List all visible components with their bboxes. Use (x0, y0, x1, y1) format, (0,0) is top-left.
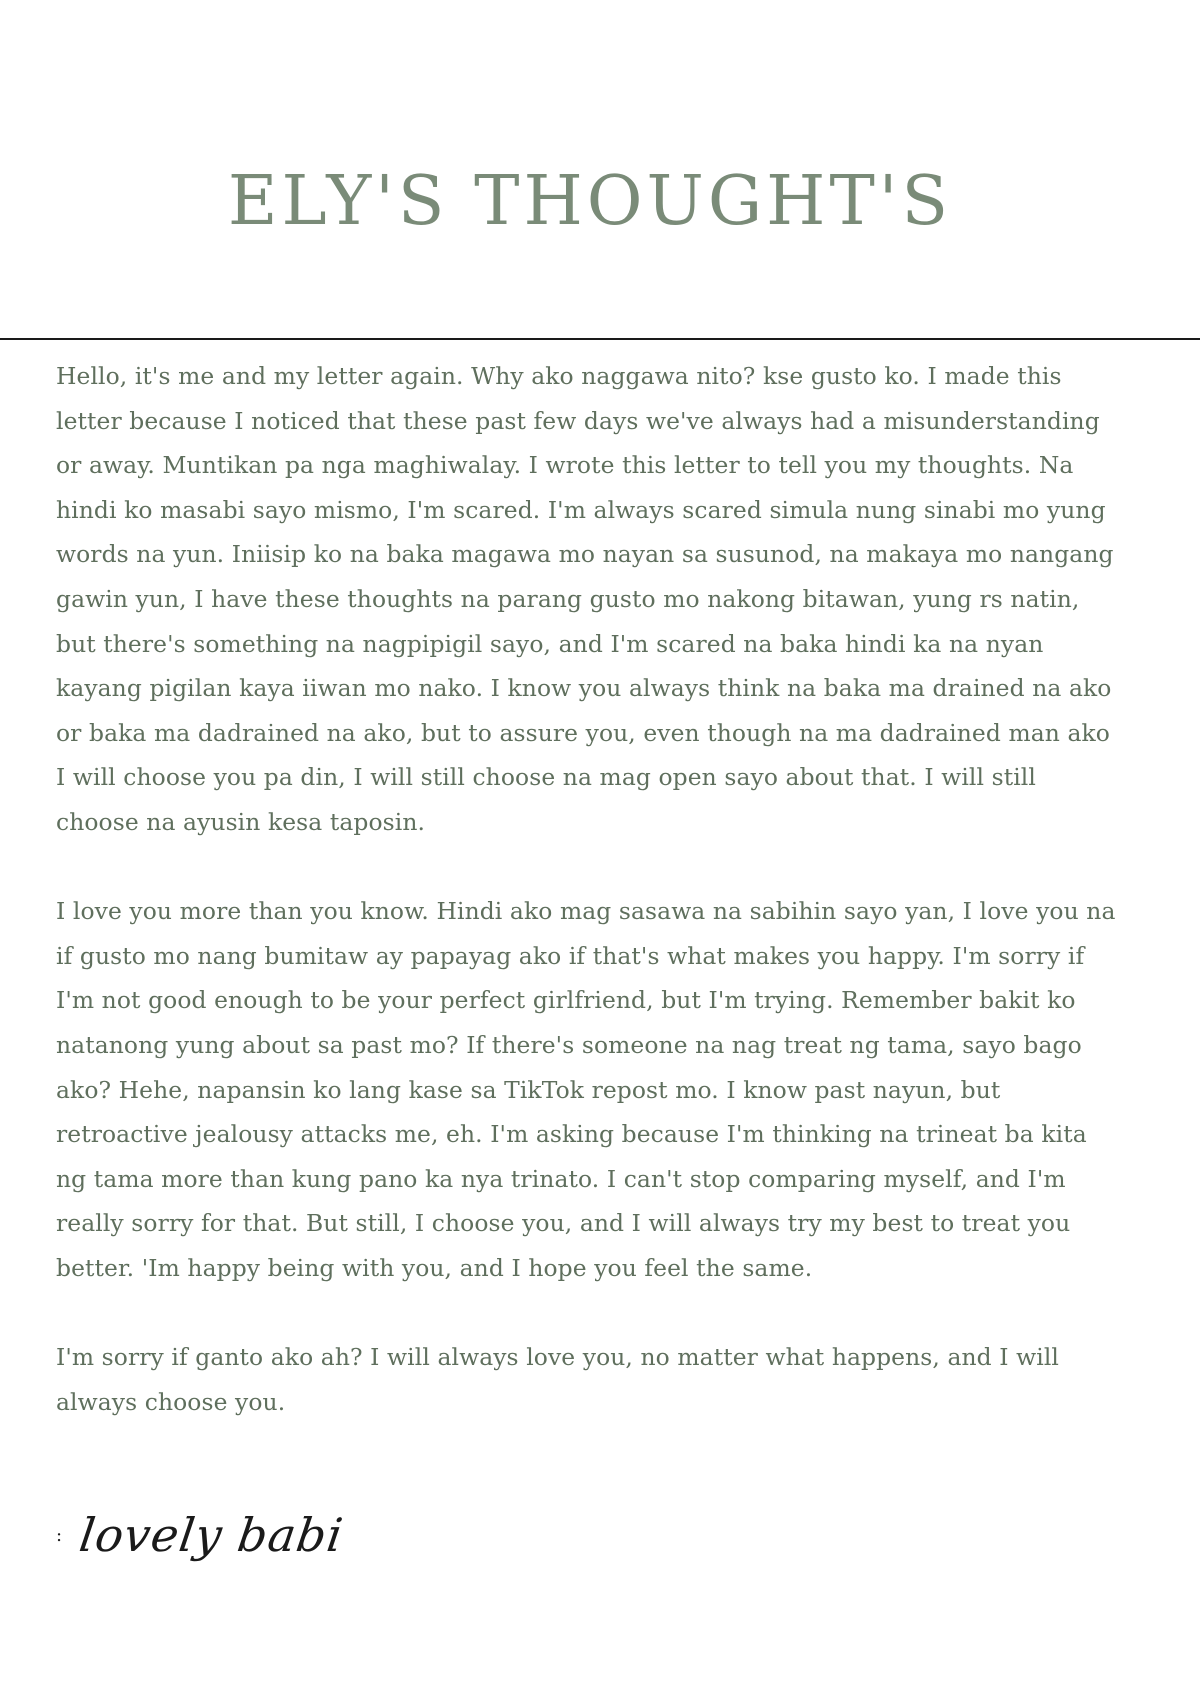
signature-block (56, 1500, 347, 1570)
paragraph-1: Hello, it's me and my letter again. Why ako naggawa nito? kse gusto ko. I made this letter because I noticed that these past few days we've always had a misunderstanding or away. Muntikan pa nga maghiwalay. I wrote this letter to tell you my thoughts. Na hindi ko masabi sayo mismo, I'm scared. I'm always scared simula nung sinabi mo yung words na yun. Iniisip ko na baka magawa mo nayan sa susunod, na makaya mo nangang gawin yun, I have these thoughts na parang gusto mo nakong bitawan, yung rs natin, but there's something na nagpipigil sayo, and I'm scared na baka hindi ka na nyan kayang pigilan kaya iiwan mo nako. I know you always think na baka ma drained na ako or baka ma dadrained na ako, but to assure you, even though na ma dadrained man ako I will choose you pa din, I will still choose na mag open sayo about that. I will still choose na ayusin kesa taposin. (56, 362, 1114, 836)
paragraph-3: I'm sorry if ganto ako ah? I will always love you, no matter what happens, and I will always choose you. (56, 1343, 1060, 1416)
signature-prefix: : (56, 1524, 63, 1546)
signature: lovely babi (76, 1508, 347, 1562)
letter-body (56, 354, 1156, 1469)
title-divider (0, 338, 1200, 340)
paragraph-2: I love you more than you know. Hindi ako mag sasawa na sabihin sayo yan, I love you na if gusto mo nang bumitaw ay papayag ako if that's what makes you happy. I'm sorry if I'm not good enough to be your perfect girlfriend, but I'm trying. Remember bakit ko natanong yung about sa past mo? If there's someone na nag treat ng tama, sayo bago ako? Hehe, napansin ko lang kase sa TikTok repost mo. I know past nayun, but retroactive jealousy attacks me, eh. I'm asking because I'm thinking na trineat ba kita ng tama more than kung pano ka nya trinato. I can't stop comparing myself, and I'm really sorry for that. But still, I choose you, and I will always try my best to treat you better. 'Im happy being with you, and I hope you feel the same. (56, 897, 1116, 1282)
page-title: ELY'S THOUGHT'S (227, 162, 953, 241)
